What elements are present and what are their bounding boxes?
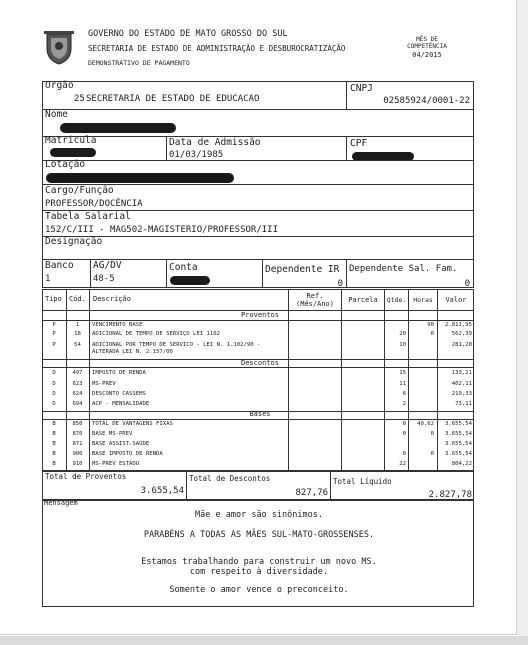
row-cod: 497: [72, 370, 83, 376]
row-desc: BASE IMPOSTO DE RENDA: [92, 451, 163, 457]
dep-ir-value: 0: [337, 279, 343, 289]
designacao-label: Designação: [45, 236, 103, 247]
col-qtde: Qtde.: [386, 296, 407, 304]
header-secretariat: SECRETARIA DE ESTADO DE ADMINISTRAÇÃO E DESBUROCRATIZAÇÃO: [88, 44, 346, 53]
row-valor: 281,20: [451, 342, 472, 348]
row-valor: 804,22: [451, 461, 472, 467]
row-tipo: B: [52, 421, 56, 427]
admissao-value: 01/03/1985: [169, 150, 224, 160]
col-ref: Ref.: [306, 292, 324, 300]
cnpj-label: CNPJ: [350, 83, 373, 94]
row-valor: 402,11: [451, 381, 472, 387]
section-bases: Bases: [249, 410, 271, 418]
row-valor: 3.655,54: [445, 451, 472, 457]
row-horas: 0: [430, 331, 434, 337]
row-valor: 133,21: [451, 370, 472, 376]
row-tipo: D: [52, 370, 56, 376]
row-tipo: B: [52, 461, 56, 467]
row-qtde: 22: [399, 461, 406, 467]
coat-of-arms-icon: [42, 30, 76, 66]
message-line-4: com respeito à diversidade.: [189, 567, 329, 577]
row-qtde: 15: [399, 370, 406, 376]
row-tipo: D: [52, 391, 56, 397]
row-cod: 900: [72, 451, 83, 457]
section-proventos: Proventos: [241, 311, 279, 319]
row-valor: 219,33: [451, 391, 472, 397]
dep-sal-value: 0: [464, 279, 470, 289]
row-cod: 870: [72, 431, 83, 437]
row-desc: VENCIMENTO BASE: [92, 322, 143, 328]
row-qtde: 0: [402, 451, 406, 457]
row-valor: 2.811,95: [445, 322, 472, 328]
row-desc: DESCONTO CASSEMS: [92, 391, 146, 397]
row-desc: MS-PREV: [92, 381, 116, 387]
total-descontos-label: Total de Descontos: [189, 474, 271, 483]
row-valor: 3.655,54: [445, 421, 472, 427]
row-cod: 18: [74, 331, 81, 337]
row-valor: 3.655,54: [445, 431, 472, 437]
row-tipo: D: [52, 401, 56, 407]
row-cod: 694: [72, 401, 83, 407]
row-qtde: 11: [399, 381, 406, 387]
total-liquido-value: 2.827,78: [428, 490, 472, 500]
col-cod: Cód.: [69, 295, 86, 303]
nome-redacted: [60, 123, 176, 133]
row-qtde: 0: [402, 431, 406, 437]
viewer-bottom-margin: [0, 636, 528, 645]
message-line-5: Somente o amor vence o preconceito.: [169, 585, 349, 595]
col-descricao: Descrição: [93, 295, 131, 303]
banco-label: Banco: [45, 260, 74, 271]
cargo-label: Cargo/Função: [45, 185, 114, 196]
total-descontos-value: 827,76: [295, 488, 328, 498]
row-cod: 624: [72, 391, 83, 397]
row-desc: ADICIONAL DE TEMPO DE SERVIÇO LEI 1102: [92, 331, 220, 337]
agdv-label: AG/DV: [93, 260, 122, 271]
row-cod: 850: [72, 421, 83, 427]
section-descontos: Descontos: [241, 359, 279, 367]
message-line-3: Estamos trabalhando para construir um novo MS.: [141, 557, 377, 567]
total-liquido-label: Total Líquido: [333, 477, 392, 486]
nome-label: Nome: [45, 109, 68, 120]
conta-redacted: [170, 276, 210, 285]
row-tipo: P: [52, 331, 56, 337]
row-tipo: B: [52, 451, 56, 457]
header-government: GOVERNO DO ESTADO DE MATO GROSSO DO SUL: [88, 29, 288, 39]
cargo-value: PROFESSOR/DOCÊNCIA: [45, 199, 143, 209]
row-cod: 54: [74, 342, 81, 348]
matricula-redacted: [50, 148, 96, 157]
tabela-value: 152/C/III - MAG502-MAGISTERIO/PROFESSOR/III: [45, 225, 278, 235]
col-horas: Horas: [413, 296, 433, 304]
cnpj-value: 02585924/0001-22: [383, 96, 470, 106]
row-tipo: P: [52, 342, 56, 348]
agdv-value: 48-5: [93, 274, 115, 284]
row-tipo: D: [52, 381, 56, 387]
row-valor: 73,11: [455, 401, 472, 407]
row-horas: 40,62: [417, 421, 434, 427]
viewer-right-margin: [517, 0, 528, 636]
row-tipo: P: [52, 322, 56, 328]
row-desc: IMPOSTO DE RENDA: [92, 370, 146, 376]
row-desc: ACP - MENSALIDADE: [92, 401, 150, 407]
row-cod: 910: [72, 461, 83, 467]
message-line-2: PARABÉNS A TODAS AS MÃES SUL-MATO-GROSSENSES.: [143, 530, 375, 540]
month-value: 04/2015: [412, 51, 442, 59]
row-cod: 871: [72, 441, 83, 447]
row-desc: BASE ASSIST.SAÚDE: [92, 441, 150, 447]
col-parcela: Parcela: [348, 296, 378, 304]
orgao-code: 25: [74, 94, 85, 104]
header-document-title: DEMONSTRATIVO DE PAGAMENTO: [88, 59, 190, 67]
conta-label: Conta: [169, 262, 198, 273]
tabela-label: Tabela Salarial: [45, 211, 131, 222]
row-qtde: 20: [399, 331, 406, 337]
row-qtde: 2: [402, 401, 406, 407]
col-tipo: Tipo: [45, 295, 62, 303]
row-desc: MS-PREV ESTADO: [92, 461, 140, 467]
lotacao-label: Lotação: [45, 159, 86, 170]
row-tipo: B: [52, 431, 56, 437]
message-line-1: Mãe e amor são sinônimos.: [195, 510, 323, 520]
banco-value: 1: [45, 274, 51, 284]
matricula-label: Matricula: [45, 135, 97, 146]
row-desc: TOTAL DE VANTAGENS FIXAS: [92, 421, 173, 427]
dep-ir-label: Dependente IR: [265, 264, 340, 275]
row-cod: 1: [75, 322, 80, 328]
row-horas: 90: [427, 322, 434, 328]
col-ref-mesano: (Mês/Ano): [296, 300, 334, 308]
row-qtde: 10: [399, 342, 406, 348]
row-tipo: B: [52, 441, 56, 447]
cpf-label: CPF: [350, 138, 368, 149]
orgao-label: Orgão: [45, 80, 74, 91]
row-valor: 3.655,54: [445, 441, 472, 447]
row-horas: 0: [430, 451, 434, 457]
col-valor: Valor: [445, 296, 467, 304]
admissao-label: Data de Admissão: [169, 137, 261, 148]
row-qtde: 6: [402, 391, 406, 397]
month-label-2: COMPETÊNCIA: [407, 43, 447, 50]
row-qtde: 0: [402, 421, 406, 427]
total-proventos-label: Total de Proventos: [45, 472, 127, 481]
row-desc: ADICIONAL POR TEMPO DE SERVICO - LEI N. 1.102/90 -: [92, 342, 261, 348]
row-valor: 562,39: [451, 331, 472, 337]
row-desc: BASE MS-PREV: [92, 431, 133, 437]
lotacao-redacted: [46, 173, 234, 183]
orgao-name: SECRETARIA DE ESTADO DE EDUCACAO: [86, 94, 260, 104]
row-horas: 0: [430, 431, 434, 437]
row-cod: 623: [72, 381, 83, 387]
total-proventos-value: 3.655,54: [140, 486, 184, 496]
row-desc-continued: ALTERADA LEI N. 2.157/00: [92, 349, 173, 355]
mensagem-label: Mensagem: [44, 499, 78, 507]
dep-sal-label: Dependente Sal. Fam.: [349, 264, 458, 274]
month-label-1: MÊS DE: [416, 36, 438, 43]
